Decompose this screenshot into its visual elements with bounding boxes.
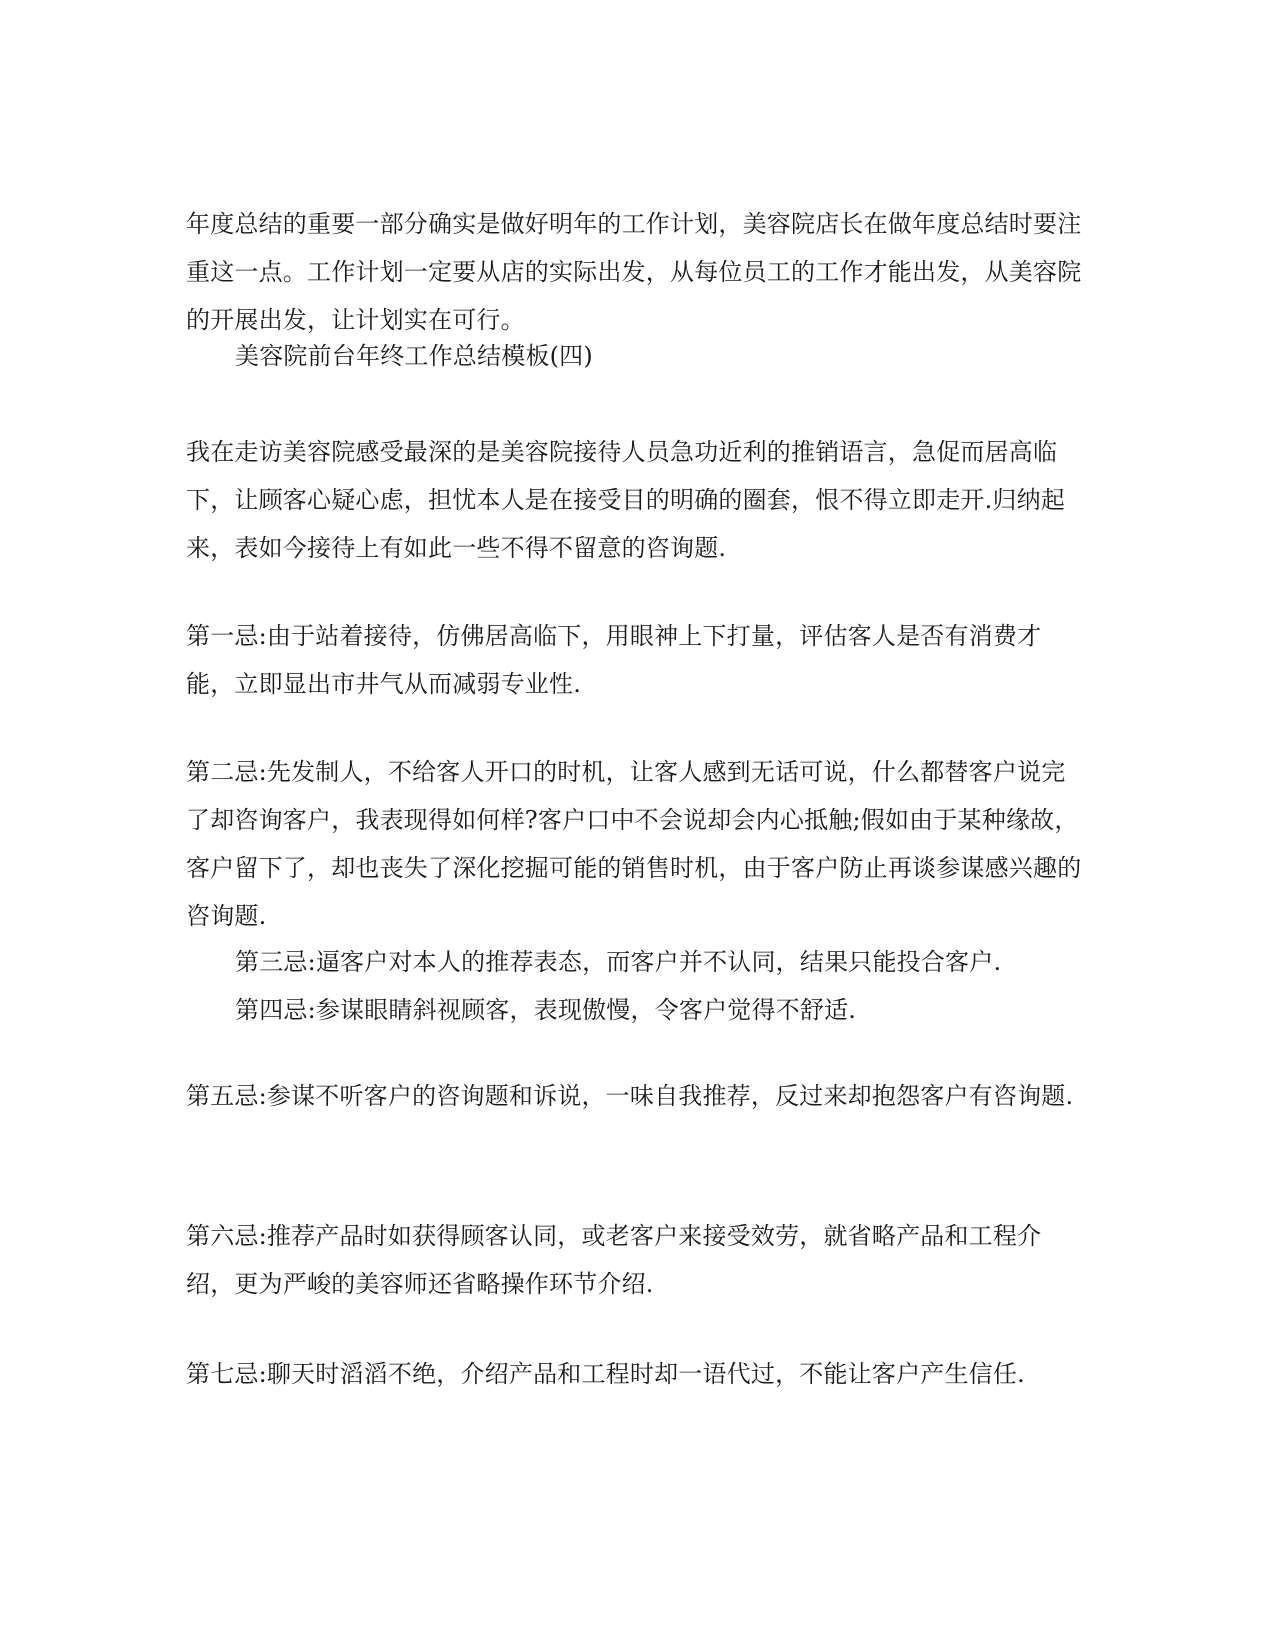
taboo-1-paragraph: 第一忌:由于站着接待，仿佛居高临下，用眼神上下打量，评估客人是否有消费才能，立即显出市井气从而减弱专业性. bbox=[186, 622, 1042, 698]
taboo-5-paragraph: 第五忌:参谋不听客户的咨询题和诉说，一味自我推荐，反过来却抱怨客户有咨询题. bbox=[186, 1082, 1074, 1110]
intro-paragraph: 年度总结的重要一部分确实是做好明年的工作计划，美容院店长在做年度总结时要注重这一点。工作计划一定要从店的实际出发，从每位员工的工作才能出发，从美容院的开展出发，让计划实在可行。 bbox=[186, 210, 1082, 334]
taboo-7-paragraph: 第七忌:聊天时滔滔不绝，介绍产品和工程时却一语代过，不能让客户产生信任. bbox=[186, 1360, 1025, 1388]
taboo-6-paragraph: 第六忌:推荐产品时如获得顾客认同，或老客户来接受效劳，就省略产品和工程介绍，更为严峻的美容师还省略操作环节介绍. bbox=[186, 1222, 1042, 1298]
taboo-3-paragraph: 第三忌:逼客户对本人的推荐表态，而客户并不认同，结果只能投合客户. bbox=[235, 948, 1002, 976]
taboo-4-paragraph: 第四忌:参谋眼睛斜视顾客，表现傲慢，令客户觉得不舒适. bbox=[235, 996, 857, 1024]
taboo-2-paragraph: 第二忌:先发制人，不给客人开口的时机，让客人感到无话可说，什么都替客户说完了却咨询客户，我表现得如何样?客户口中不会说却会内心抵触;假如由于某种缘故，客户留下了，却也丧失了深化挖掘可能的销售时机，由于客户防止再谈参谋感兴趣的咨询题. bbox=[186, 758, 1082, 930]
visit-paragraph: 我在走访美容院感受最深的是美容院接待人员急功近利的推销语言，急促而居高临下，让顾客心疑心虑，担忧本人是在接受目的明确的圈套，恨不得立即走开.归纳起来，表如今接待上有如此一些不得不留意的咨询题. bbox=[186, 438, 1066, 562]
section-heading: 美容院前台年终工作总结模板(四) bbox=[235, 342, 593, 370]
